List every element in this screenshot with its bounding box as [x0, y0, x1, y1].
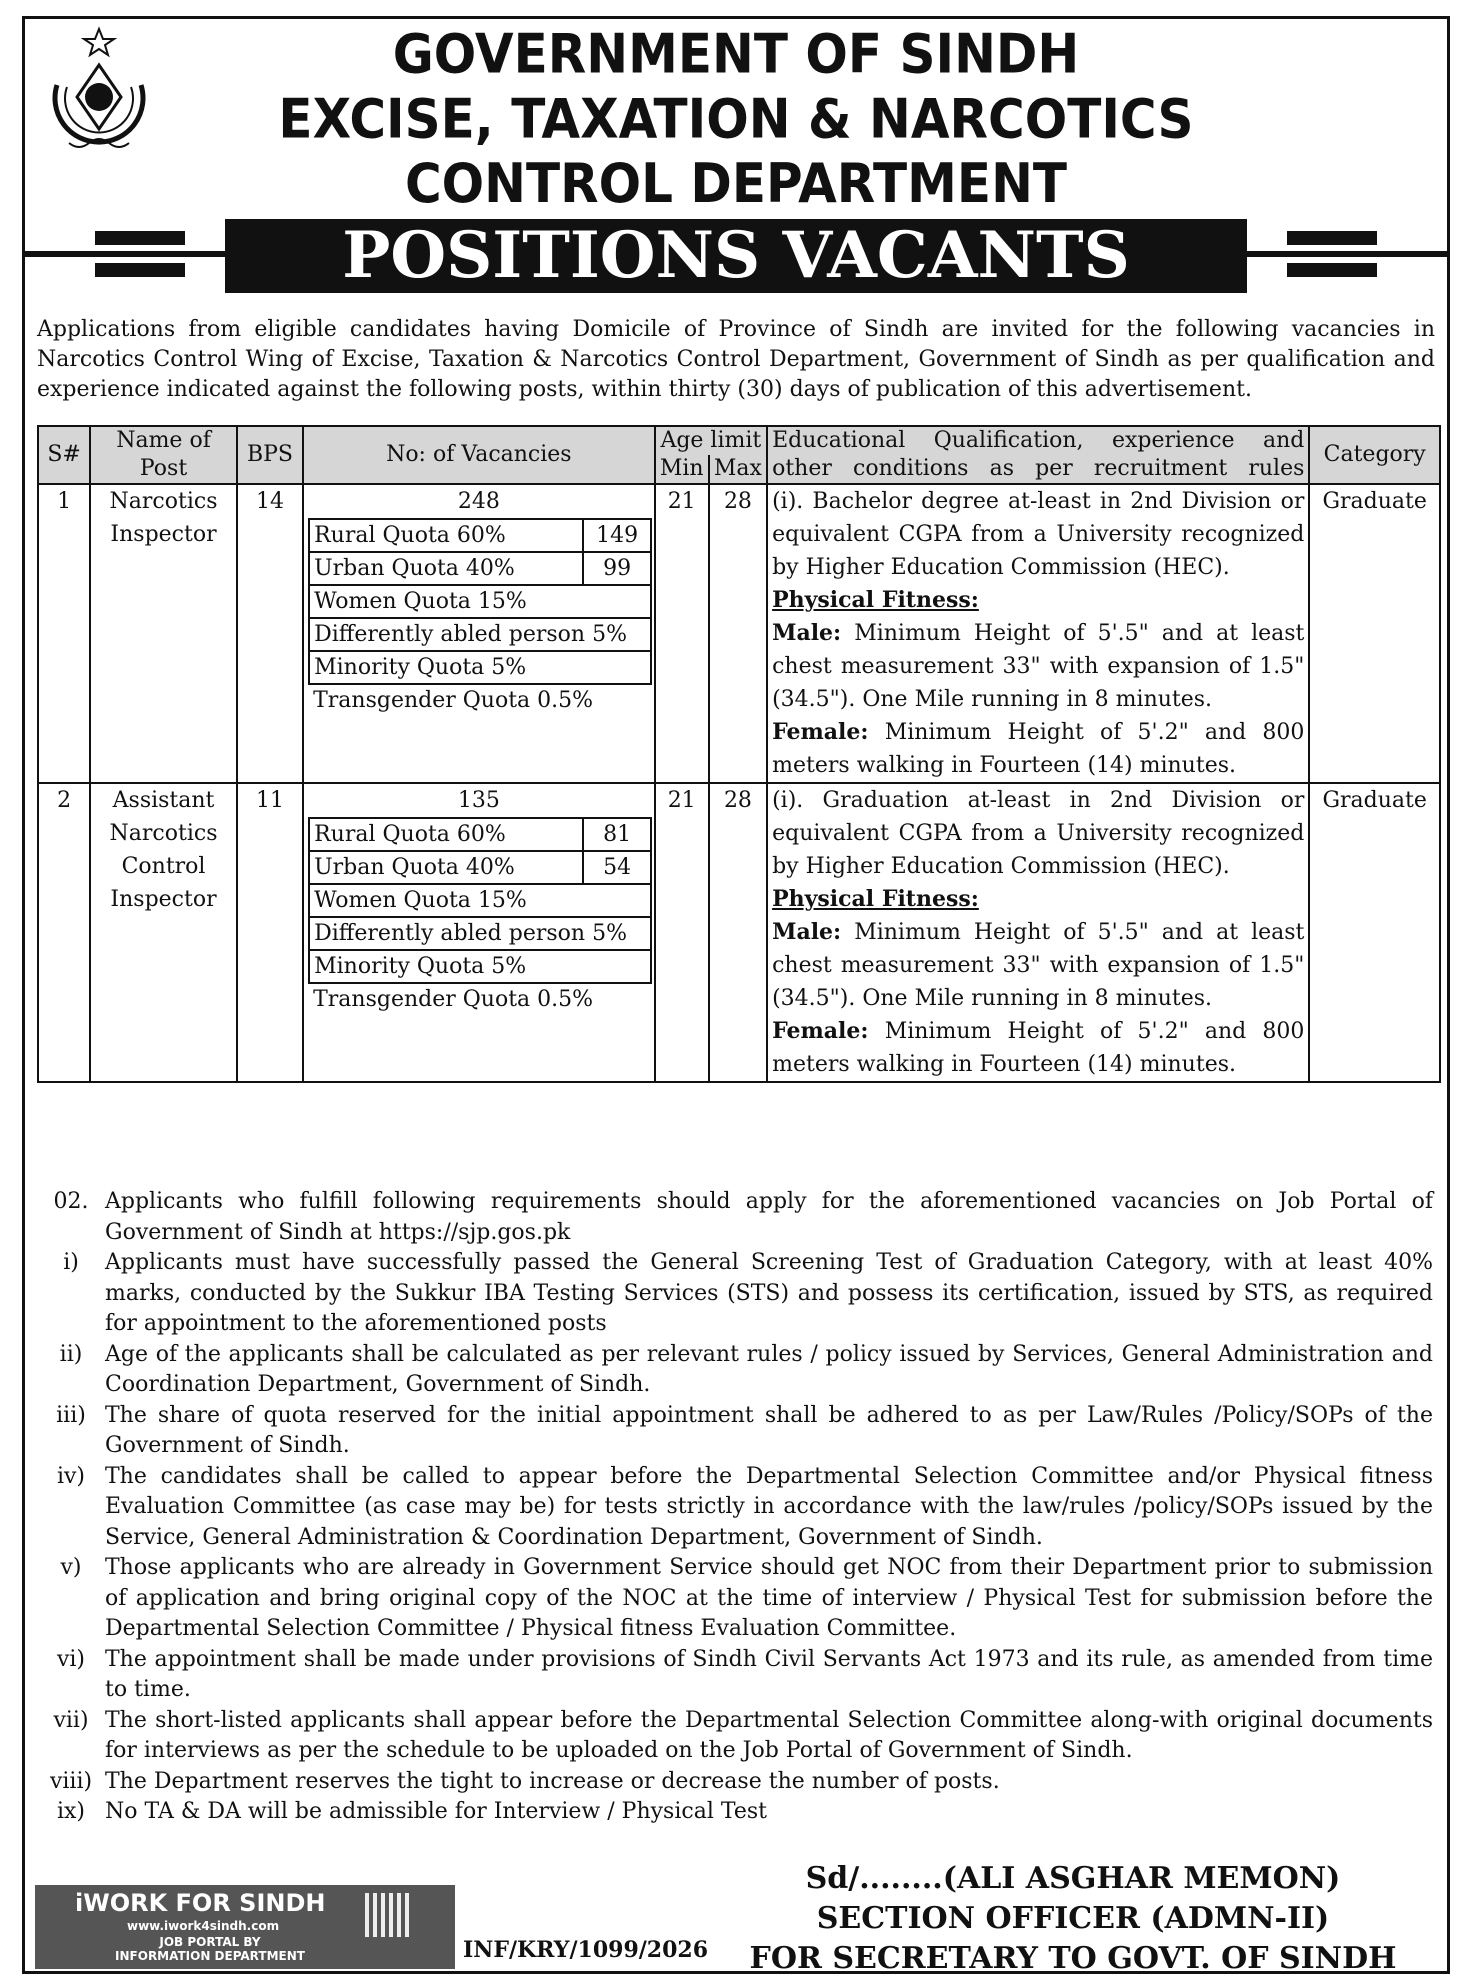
quota-count: 54 [583, 851, 651, 884]
heading-line-3: CONTROL DEPARTMENT [404, 152, 1068, 216]
note-text: Applicants must have successfully passed the General Screening Test of Graduation Category, with at least 40% marks, conducted by the Sukkur IBA Testing Services (STS) and possess its certification, issued by STS, as required for appointment to the aforementioned posts [105, 1250, 1433, 1336]
male-label: Male: [772, 620, 842, 646]
quota-label: Women Quota 15% [309, 585, 651, 618]
row-age-max: 28 [709, 484, 767, 783]
note-text: The candidates shall be called to appear before the Departmental Selection Committee and/or Physical fitness Evaluation Committee (as case may be) for tests strictly in accordance with the law/rules /policy/SOPs issued by the Service, General Administration & Coordination Department, Government of Sindh. [105, 1463, 1433, 1550]
note-text: The short-listed applicants shall appear before the Departmental Selection Committee along-with original documents for interviews as per the schedule to be uploaded on the Job Portal of Government of Sindh. [105, 1707, 1433, 1763]
note-number: iii) [56, 1402, 86, 1428]
row-category: Graduate [1309, 783, 1440, 1082]
note-number: v) [60, 1555, 82, 1580]
quota-label: Minority Quota 5% [309, 950, 651, 983]
conditions-list [37, 1187, 1433, 1828]
vacancies-table [37, 425, 1441, 1083]
note-number: ix) [56, 1799, 86, 1824]
header-post-name: Name of Post [90, 426, 237, 484]
quota-label: Differently abled person 5% [309, 618, 651, 651]
row-age-min: 21 [655, 484, 709, 783]
list-item [37, 1340, 1433, 1401]
quota-label: Urban Quota 40% [309, 851, 583, 884]
quota-table [308, 518, 652, 716]
quota-label: Transgender Quota 0.5% [309, 684, 651, 716]
banner-rule-right [1247, 251, 1447, 257]
iwork-subtitle [95, 1935, 325, 1963]
male-label: Male: [772, 919, 842, 945]
row-sno: 1 [38, 484, 90, 783]
table-header-row [38, 426, 1440, 455]
row-education [767, 783, 1309, 1082]
sindh-government-emblem-icon [39, 25, 159, 175]
signatory-name: Sd/........(ALI ASGHAR MEMON) [805, 1861, 1341, 1896]
quota-label: Urban Quota 40% [309, 552, 583, 585]
list-item [37, 1248, 1433, 1340]
note-number: vi) [56, 1646, 86, 1672]
male-text: Minimum Height of 5'.5" and at least chest measurement 33" with expansion of 1.5" (34.5"). One Mile running in 8 minutes. [772, 920, 1305, 1011]
note-number: viii) [49, 1768, 93, 1794]
iwork-subtitle-line-1: JOB PORTAL BY [159, 1935, 261, 1949]
row-sno: 2 [38, 783, 90, 1082]
table-row [38, 484, 1440, 783]
quota-count: 99 [583, 552, 651, 585]
row-category: Graduate [1309, 484, 1440, 783]
header-vacancies: No: of Vacancies [303, 426, 654, 484]
quota-label: Differently abled person 5% [309, 917, 651, 950]
vacancy-total: 248 [457, 489, 500, 514]
quota-count: 149 [583, 519, 651, 552]
note-number: ii) [59, 1341, 83, 1367]
note-number: i) [63, 1250, 79, 1275]
advertisement-page [22, 16, 1450, 1974]
list-item [37, 1401, 1433, 1462]
signature-block [703, 1859, 1443, 1979]
quota-label: Rural Quota 60% [309, 519, 583, 552]
positions-vacant-banner: POSITIONS VACANTS [225, 219, 1247, 293]
banner-stub [95, 263, 185, 277]
list-item [37, 1462, 1433, 1554]
row-education [767, 484, 1309, 783]
fitness-title: Physical Fitness: [772, 587, 979, 613]
row-post-name: Assistant Narcotics Control Inspector [90, 783, 237, 1082]
female-label: Female: [772, 1018, 869, 1044]
quota-label: Rural Quota 60% [309, 818, 583, 851]
note-text: Applicants who fulfill following requirements should apply for the aforementioned vacancies on Job Portal of Government of Sindh at https://sjp.gos.pk [105, 1189, 1433, 1245]
female-text: Minimum Height of 5'.2" and 800 meters walking in Fourteen (14) minutes. [772, 1019, 1305, 1077]
row-bps: 11 [237, 783, 303, 1082]
table-row [38, 783, 1440, 1082]
header-education: Educational Qualification, experience and other conditions as per recruitment rules [767, 426, 1309, 484]
header-age-min: Min [655, 455, 709, 484]
row-age-max: 28 [709, 783, 767, 1082]
signatory-for: FOR SECRETARY TO GOVT. OF SINDH [749, 1941, 1397, 1976]
note-number: iv) [56, 1463, 86, 1489]
quota-count: 81 [583, 818, 651, 851]
iwork-for-sindh-badge [35, 1885, 455, 1969]
row-bps: 14 [237, 484, 303, 783]
reference-number: INF/KRY/1099/2026 [463, 1937, 709, 1963]
row-vacancies [303, 783, 654, 1082]
header-age-limit: Age limit [655, 426, 768, 455]
row-age-min: 21 [655, 783, 709, 1082]
note-text: The Department reserves the tight to increase or decrease the number of posts. [105, 1768, 1000, 1794]
quota-label: Transgender Quota 0.5% [309, 983, 651, 1015]
female-label: Female: [772, 719, 869, 745]
list-item [37, 1767, 1433, 1798]
qr-code-icon [365, 1893, 409, 1937]
note-text: Age of the applicants shall be calculated as per relevant rules / policy issued by Services, General Administration and Coordination Department, Government of Sindh. [105, 1341, 1433, 1397]
quota-label: Minority Quota 5% [309, 651, 651, 684]
female-text: Minimum Height of 5'.2" and 800 meters walking in Fourteen (14) minutes. [772, 720, 1305, 778]
header-bps: BPS [237, 426, 303, 484]
row-post-name: Narcotics Inspector [90, 484, 237, 783]
note-number: vii) [53, 1707, 89, 1733]
quota-table [308, 817, 652, 1015]
signatory-designation: SECTION OFFICER (ADMN-II) [816, 1901, 1330, 1936]
list-item [37, 1645, 1433, 1706]
note-text: The appointment shall be made under provisions of Sindh Civil Servants Act 1973 and its rule, as amended from time to time. [105, 1646, 1433, 1702]
education-main: (i). Bachelor degree at-least in 2nd Division or equivalent CGPA from a University recognized by Higher Education Commission (HEC). [772, 489, 1305, 580]
note-number: 02. [53, 1189, 89, 1214]
note-text: No TA & DA will be admissible for Interview / Physical Test [105, 1799, 767, 1824]
header-category: Category [1309, 426, 1440, 484]
vacancy-total: 135 [457, 788, 500, 813]
heading-line-2: EXCISE, TAXATION & NARCOTICS [278, 87, 1194, 151]
intro-paragraph: Applications from eligible candidates having Domicile of Province of Sindh are invited for the following vacancies in Narcotics Control Wing of Excise, Taxation & Narcotics Control Department, Government of Sindh as per qualification and experience indicated against the following posts, within thirty (30) days of publication of this advertisement. [37, 317, 1435, 402]
list-item [37, 1797, 1433, 1828]
header-sno: S# [38, 426, 90, 484]
note-text: The share of quota reserved for the initial appointment shall be adhered to as per Law/Rules /Policy/SOPs of the Government of Sindh. [105, 1402, 1433, 1458]
header-age-max: Max [709, 455, 767, 484]
iwork-brand: iWORK FOR SINDH [75, 1889, 326, 1917]
quota-label: Women Quota 15% [309, 884, 651, 917]
list-item [37, 1187, 1433, 1248]
fitness-title: Physical Fitness: [772, 886, 979, 912]
education-main: (i). Graduation at-least in 2nd Division or equivalent CGPA from a University recognized by Higher Education Commission (HEC). [772, 788, 1305, 879]
banner-stub [1287, 263, 1377, 277]
note-text: Those applicants who are already in Government Service should get NOC from their Department prior to submission of application and bring original copy of the NOC at the time of interview / Physical Test for submission before the Departmental Selection Committee / Physical fitness Evaluation Committee. [105, 1555, 1433, 1641]
list-item [37, 1706, 1433, 1767]
banner-stub [95, 231, 185, 245]
iwork-subtitle-line-2: INFORMATION DEPARTMENT [115, 1949, 305, 1963]
male-text: Minimum Height of 5'.5" and at least chest measurement 33" with expansion of 1.5" (34.5"). One Mile running in 8 minutes. [772, 621, 1305, 712]
iwork-website: www.iwork4sindh.com [127, 1919, 280, 1933]
department-heading [185, 22, 1287, 216]
banner-rule-left [25, 251, 225, 257]
heading-line-1: GOVERNMENT OF SINDH [392, 22, 1080, 86]
banner-stub [1287, 231, 1377, 245]
row-vacancies [303, 484, 654, 783]
list-item [37, 1553, 1433, 1645]
